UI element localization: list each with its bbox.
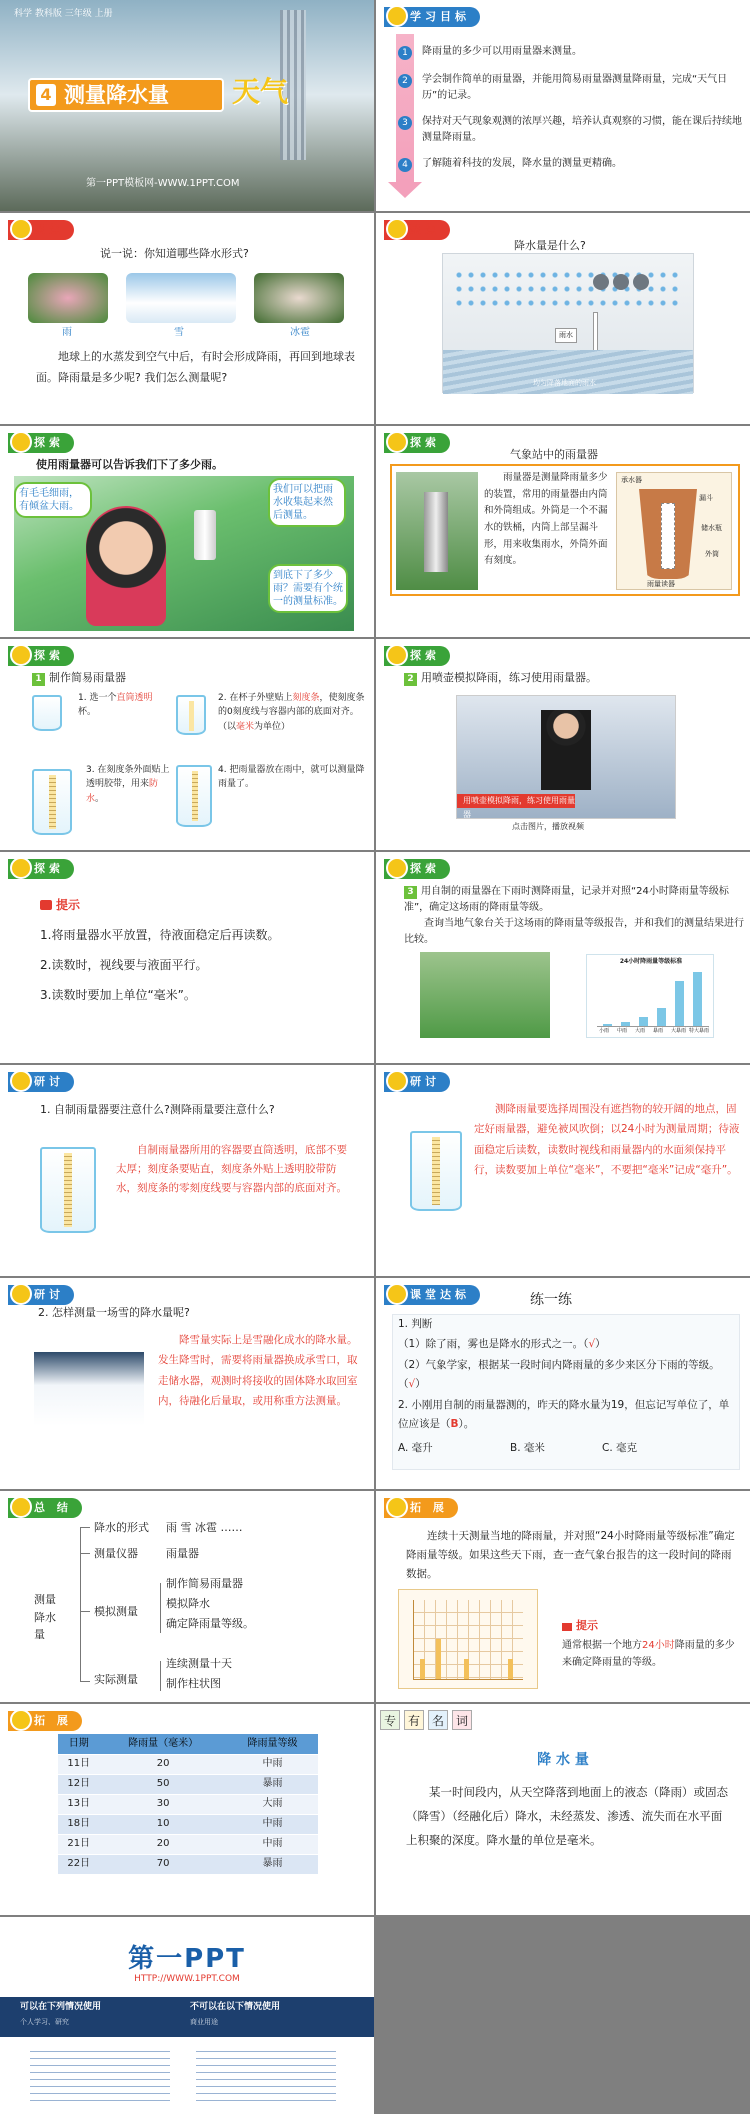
speech-bubble-1: 有毛毛细雨，有倾盆大雨。 (14, 482, 92, 518)
slide-discuss-2[interactable] (376, 1065, 750, 1276)
snow-photo (126, 273, 236, 323)
slide-explore-3[interactable] (0, 639, 374, 850)
chart-bar (675, 981, 684, 1026)
goal-3: 保持对天气现象观测的浓厚兴趣，培养认真观察的习惯，能在课后持续地测量降雨量。 (422, 116, 742, 143)
table-row (58, 1774, 318, 1794)
brace-tick-4 (80, 1681, 90, 1682)
discuss-answer: 自制雨量器所用的容器要直筒透明，底部不要太厚；刻度条要贴直，刻度条外贴上透明胶带防水，刻度条的零刻度线要与容器内部的底面对齐。 (116, 1144, 347, 1194)
step-heading: 1 制作简易雨量器 (32, 669, 126, 686)
rainfall-table (58, 1734, 318, 1875)
rainfall-grade-chart (586, 954, 714, 1038)
table-row (58, 1854, 318, 1874)
mascot-icon (386, 857, 408, 879)
step-4: 4. 把雨量器放在雨中，就可以测量降雨量了。 (218, 765, 365, 790)
goal-4: 了解随着科技的发展，降水量的测量更精确。 (422, 158, 622, 169)
chart-x-label: 暴雨 (653, 1028, 664, 1034)
cell-date: 11日 (58, 1754, 99, 1774)
simulate-2: 模拟降水 (166, 1597, 210, 1610)
mascot-icon (10, 218, 32, 240)
measure-text: 3 用自制的雨量器在下雨时测降雨量，记录并对照“24小时降雨量等级标准”，确定这场雨的降雨量等级。 (404, 886, 729, 913)
mascot-icon (10, 857, 32, 879)
slide-discuss-1[interactable] (0, 1065, 374, 1276)
tag-summary: 总 结 (8, 1498, 82, 1518)
scale-strip-icon (192, 771, 198, 821)
tip-2: 2.读数时，视线要与液面平行。 (40, 958, 208, 972)
mascot-icon (386, 5, 408, 27)
discuss-answer: 测降雨量要选择周围没有遮挡物的较开阔的地点，固定好雨量器，避免被风吹倒；以24小时为测量周期；待液面稳定后读数，读数时视线和雨量器内的水面须保持平行，读数要加上单位“毫米”，不要把“毫米”记成“毫升”。 (474, 1103, 740, 1177)
option-b[interactable]: B. 毫米 (510, 1442, 545, 1454)
ground-label: 均匀降落地面的雨水 (533, 379, 596, 387)
mascot-icon (10, 431, 32, 453)
precipitation-diagram (442, 253, 694, 393)
practice-title: 练一练 (530, 1292, 572, 1308)
extend-text: 连续十天测量当地的降雨量，并对照“24小时降雨量等级标准”确定降雨量等级。如果这些天下雨，查一查气象台报告的这一段时间的降雨数据。 (406, 1530, 735, 1580)
hint-text: 通常根据一个地方24小时降雨量的多少来确定降雨量的等级。 (562, 1640, 735, 1668)
cell-amount: 20 (99, 1834, 227, 1854)
chart-x-labels (597, 1028, 709, 1036)
cell-grade: 中雨 (227, 1834, 318, 1854)
branch-actual: 实际测量 (94, 1673, 138, 1686)
cell-date: 22日 (58, 1854, 99, 1874)
goal-arrow-head-icon (388, 182, 422, 198)
goal-1: 降雨量的多少可以用雨量器来测量。 (422, 46, 582, 57)
mascot-icon (10, 1283, 32, 1305)
lesson-number: 4 (36, 84, 56, 106)
slide-goals[interactable] (376, 0, 750, 211)
slide-title[interactable] (0, 0, 374, 211)
simulate-1: 制作简易雨量器 (166, 1577, 243, 1590)
teacher-figure (541, 710, 591, 790)
branch-form-value: 雨 雪 冰雹 …… (166, 1521, 243, 1534)
q-judge: 1. 判断 (398, 1318, 433, 1330)
cup-step1-icon (32, 695, 62, 731)
chart-x-label: 小雨 (599, 1028, 610, 1034)
histogram-panel (398, 1589, 538, 1689)
focus-text: 地球上的水蒸发到空气中后，有时会形成降雨，再回到地球表面。降雨量是多少呢? 我们怎么测量呢? (36, 350, 355, 384)
play-hint[interactable]: 点击图片，播放视频 (512, 822, 584, 831)
forbidden-sub: 商业用途 (190, 2018, 218, 2026)
chart-x-label: 特大暴雨 (689, 1028, 710, 1034)
slide-explore-4[interactable] (376, 639, 750, 850)
term-char-2: 有 (404, 1710, 424, 1730)
allowed-sub: 个人学习、研究 (20, 2018, 69, 2026)
col-date: 日期 (58, 1734, 99, 1754)
term-char-3: 名 (428, 1710, 448, 1730)
term-definition: 某一时间段内，从天空降落到地面上的液态（降雨）或固态（降雪）（经融化后）降水，未经蒸发、渗透、流失而在水平面上积聚的深度。降水量的单位是毫米。 (406, 1785, 728, 1848)
compare-text: 查询当地气象台关于这场雨的降雨量等级报告，并和我们的测量结果进行比较。 (404, 918, 744, 945)
chart-title: 24小时降雨量等级标准 (619, 958, 683, 965)
tip-3: 3.读数时要加上单位“毫米”。 (40, 988, 196, 1002)
term-tag (380, 1710, 472, 1730)
station-gauge-photo (396, 472, 478, 590)
goal-bullet-4: 4 (398, 158, 412, 172)
discuss-answer: 降雪量实际上是雪融化成水的降水量。发生降雪时，需要将雨量器换成承雪口，取走储水器，观测时将接收的固体降水取回室内，待融化后量取，或用称重方法测量。 (158, 1334, 358, 1408)
diagram-label-funnel: 漏斗 (699, 494, 713, 502)
brace-tick-2 (80, 1553, 90, 1554)
tag-explore: 探索 (384, 646, 450, 666)
chart-bar (621, 1022, 630, 1027)
cup-step3-icon (32, 769, 72, 835)
mascot-icon (386, 431, 408, 453)
simulate-3: 确定降雨量等级。 (166, 1617, 254, 1630)
histogram-grid (413, 1600, 523, 1680)
girl-figure (86, 506, 166, 626)
rain-photo (28, 273, 108, 323)
brace-tick-1 (80, 1527, 90, 1528)
branch-instrument: 测量仪器 (94, 1547, 138, 1560)
allowed-title: 可以在下列情况使用 (20, 2002, 102, 2012)
tag-discuss: 研讨 (8, 1285, 74, 1305)
tag-extend: 拓 展 (384, 1498, 458, 1518)
cell-grade: 中雨 (227, 1814, 318, 1834)
mascot-icon (10, 1496, 32, 1518)
summary-root: 测量降水量 (34, 1593, 56, 1642)
diagram-label-bottle: 储水瓶 (701, 524, 722, 532)
slide-extend-2[interactable] (0, 1704, 374, 1915)
focus-question: 说一说：你知道哪些降水形式? (100, 247, 249, 260)
mascot-icon (10, 644, 32, 666)
cup-step4-icon (176, 765, 212, 827)
cup-step2-icon (176, 695, 206, 735)
mascot-icon (10, 1709, 32, 1731)
gauge-cup-icon (40, 1147, 96, 1233)
q-choice: 2. 小刚用自制的雨量器测的，昨天的降水量为19，但忘记写单位了，单位应该是（B）。 (398, 1399, 730, 1430)
label-rain: 雨 (62, 327, 72, 338)
rain-gauge-image (194, 510, 216, 560)
tag-focus: 聚焦 (384, 220, 450, 240)
cell-grade: 大雨 (227, 1794, 318, 1814)
course-header: 科学 教科版 三年级 上册 (14, 9, 113, 19)
cell-amount: 30 (99, 1794, 227, 1814)
diagram-label-reader: 雨量读器 (647, 580, 675, 588)
histogram-bar (464, 1659, 469, 1679)
cell-amount: 50 (99, 1774, 227, 1794)
hint-title: 提示 (576, 1619, 598, 1632)
scale-strip-icon (64, 1153, 72, 1227)
goal-bullet-1: 1 (398, 46, 412, 60)
tag-explore: 探索 (384, 433, 450, 453)
step-1: 1. 选一个直筒透明杯。 (78, 693, 153, 718)
option-c[interactable]: C. 毫克 (602, 1442, 638, 1454)
slide-explore-1[interactable] (0, 426, 374, 637)
slide-summary[interactable] (0, 1491, 374, 1702)
q-judge-2: （2）气象学家，根据某一段时间内降雨量的多少来区分下雨的等级。（√） (398, 1359, 720, 1390)
label-snow: 雪 (174, 327, 184, 338)
diagram-label-outer: 外筒 (705, 550, 719, 558)
mascot-icon (386, 1070, 408, 1092)
tag-practice: 课堂达标 (384, 1285, 480, 1305)
goal-bullet-2: 2 (398, 74, 412, 88)
q-judge-1: （1）除了雨，雾也是降水的形式之一。（√） (398, 1338, 606, 1350)
scale-strip-icon (189, 701, 194, 731)
tag-explore: 探索 (384, 859, 450, 879)
drop-icon-3 (633, 274, 649, 290)
term-char-1: 专 (380, 1710, 400, 1730)
cell-amount: 20 (99, 1754, 227, 1774)
focus-title: 降水量是什么? (514, 239, 586, 252)
brace-tick-3 (80, 1611, 90, 1612)
table-row (58, 1814, 318, 1834)
goal-bullet-3: 3 (398, 116, 412, 130)
raindrops-icon (453, 268, 683, 308)
tag-discuss: 研讨 (384, 1072, 450, 1092)
snow-field-photo (34, 1352, 144, 1426)
mascot-icon (386, 1496, 408, 1518)
mascot-icon (10, 1070, 32, 1092)
mascot-icon (386, 218, 408, 240)
gauge-cylinder (424, 492, 448, 572)
drop-icon-2 (613, 274, 629, 290)
tag-explore: 探索 (8, 859, 74, 879)
chart-bar (603, 1024, 612, 1026)
slide-extend-1[interactable] (376, 1491, 750, 1702)
cell-date: 13日 (58, 1794, 99, 1814)
cell-amount: 70 (99, 1854, 227, 1874)
chart-x-label: 大雨 (635, 1028, 646, 1034)
station-title: 气象站中的雨量器 (510, 448, 598, 461)
mascot-icon (386, 1283, 408, 1305)
scale-strip-icon (432, 1137, 440, 1205)
slide-explore-5[interactable] (0, 852, 374, 1063)
cell-grade: 暴雨 (227, 1774, 318, 1794)
link-list-left[interactable] (30, 2045, 170, 2107)
unit-subtitle: 天气 (232, 75, 289, 108)
actual-1: 连续测量十天 (166, 1657, 232, 1670)
hint-icon (40, 900, 52, 910)
table-row (58, 1834, 318, 1854)
video-caption: 用喷壶模拟降雨，练习使用雨量器 (457, 794, 575, 808)
diagram-label-collector: 承水器 (621, 476, 642, 484)
gauge-diagram (616, 472, 732, 590)
col-grade: 降雨量等级 (227, 1734, 318, 1754)
speech-bubble-2: 我们可以把雨水收集起来然后测量。 (268, 478, 346, 527)
link-list-right[interactable] (196, 2045, 336, 2107)
sub-brace-line (160, 1583, 161, 1633)
inner-bottle (661, 503, 675, 569)
chart-bar (657, 1008, 666, 1026)
cell-grade: 暴雨 (227, 1854, 318, 1874)
term-title: 降 水 量 (537, 1752, 589, 1768)
option-a[interactable]: A. 毫升 (398, 1442, 433, 1454)
hint-icon (562, 1623, 572, 1631)
tip-1: 1.将雨量器水平放置，待液面稳定后再读数。 (40, 928, 280, 942)
branch-instrument-value: 雨量器 (166, 1547, 199, 1560)
chart-plot-area (597, 969, 709, 1027)
branch-simulate: 模拟测量 (94, 1605, 138, 1618)
children-measuring-photo (420, 952, 550, 1038)
hint-title: 提示 (56, 898, 81, 912)
branch-form: 降水的形式 (94, 1521, 149, 1534)
discuss-question: 1. 自制雨量器要注意什么?测降雨量要注意什么? (40, 1103, 275, 1116)
slide-explore-2[interactable] (376, 426, 750, 637)
col-amount: 降雨量（毫米） (99, 1734, 227, 1754)
slide-focus-1[interactable] (0, 213, 374, 424)
gauge-cup-icon (410, 1131, 462, 1211)
tag-extend: 拓 展 (8, 1711, 82, 1731)
cell-date: 18日 (58, 1814, 99, 1834)
hail-photo (254, 273, 344, 323)
slide-credits[interactable] (0, 1917, 374, 2114)
slide-focus-2[interactable] (376, 213, 750, 424)
term-char-4: 词 (452, 1710, 472, 1730)
brand-url[interactable]: HTTP://WWW.1PPT.COM (134, 1974, 240, 1984)
histogram-bar (436, 1639, 441, 1679)
slide-term[interactable] (376, 1704, 750, 1915)
chart-x-label: 中雨 (617, 1028, 628, 1034)
watermark: 第一PPT模板网-WWW.1PPT.COM (86, 178, 240, 189)
lesson-title: 测量降水量 (64, 83, 169, 107)
chart-bar (639, 1017, 648, 1026)
tag-explore: 探索 (8, 646, 74, 666)
label-hail: 冰雹 (290, 327, 310, 338)
histogram-bar (508, 1659, 513, 1679)
forbidden-title: 不可以在以下情况使用 (190, 2002, 281, 2012)
video-player[interactable] (456, 695, 676, 819)
tag-learning-goals: 学习目标 (384, 7, 480, 27)
tag-explore: 探索 (8, 433, 74, 453)
cell-amount: 10 (99, 1814, 227, 1834)
mascot-icon (386, 644, 408, 666)
slide-explore-6[interactable] (376, 852, 750, 1063)
slide-practice[interactable] (376, 1278, 750, 1489)
goal-2: 学会制作简单的雨量器，并能用简易雨量器测量降雨量，完成“天气日历”的记录。 (422, 74, 728, 101)
slide-discuss-3[interactable] (0, 1278, 374, 1489)
drop-icon-1 (593, 274, 609, 290)
sub-brace-line-2 (160, 1661, 161, 1691)
chart-bar (693, 972, 702, 1026)
explore-text: 使用雨量器可以告诉我们下了多少雨。 (36, 458, 223, 471)
speech-bubble-3: 到底下了多少雨？需要有个统一的测量标准。 (268, 564, 348, 613)
cell-grade: 中雨 (227, 1754, 318, 1774)
table-row (58, 1794, 318, 1814)
discuss-question: 2. 怎样测量一场雪的降水量呢? (38, 1306, 190, 1319)
summary-brace-line (80, 1527, 81, 1681)
station-description: 雨量器是测量降雨量多少的装置，常用的雨量器由内筒和外筒组成。外筒是一个不漏水的铁桶，内筒上部呈漏斗形，用来收集雨水，外筒外面有刻度。 (484, 472, 608, 567)
chart-x-label: 大暴雨 (671, 1028, 687, 1034)
tag-discuss: 研讨 (8, 1072, 74, 1092)
gauge-label: 雨水 (555, 328, 577, 343)
cell-date: 21日 (58, 1834, 99, 1854)
brand-logo: 第一PPT (128, 1944, 246, 1974)
actual-2: 制作柱状图 (166, 1677, 221, 1690)
step-heading: 2 用喷壶模拟降雨，练习使用雨量器。 (404, 669, 597, 686)
table-row (58, 1754, 318, 1774)
step-2: 2. 在杯子外壁贴上刻度条，使刻度条的0刻度线与容器内部的底面对齐。（以毫米为单位） (218, 693, 365, 732)
cell-date: 12日 (58, 1774, 99, 1794)
scale-strip-icon (49, 775, 56, 829)
step-3: 3. 在刻度条外面贴上透明胶带，用来防水。 (86, 765, 170, 804)
histogram-bar (420, 1659, 425, 1679)
tag-focus: 聚焦 (8, 220, 74, 240)
